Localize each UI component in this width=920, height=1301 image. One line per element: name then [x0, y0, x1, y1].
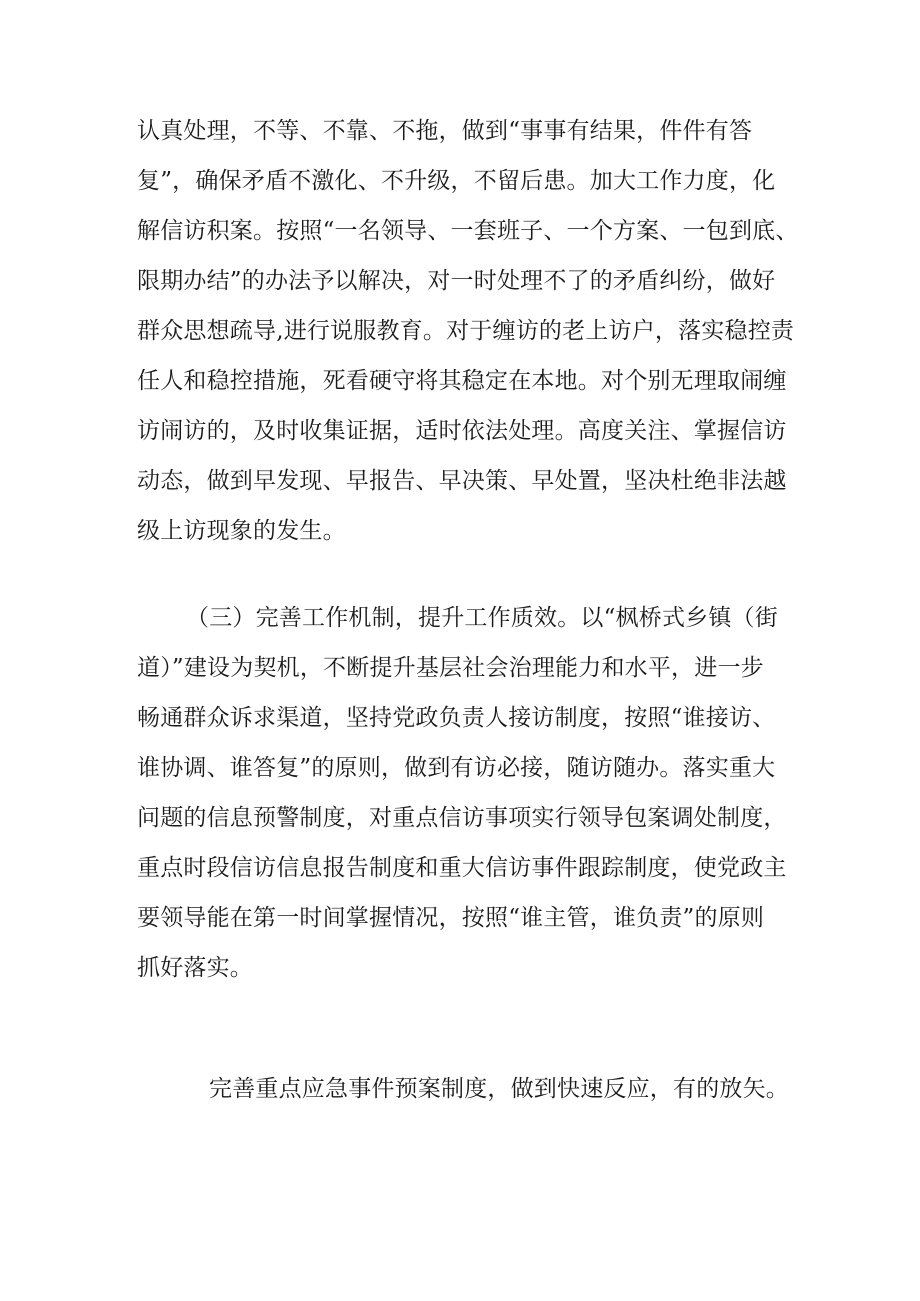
paragraph-1-line-4: 限期办结”的办法予以解决，对一时处理不了的矛盾纠纷，做好: [137, 268, 776, 294]
paragraph-1-line-1: 认真处理，不等、不靠、不拖，做到“事事有结果，件件有答: [137, 118, 753, 144]
paragraph-2-line-6: 重点时段信访信息报告制度和重大信访事件跟踪制度，使党政主: [137, 855, 787, 881]
paragraph-1-line-9: 级上访现象的发生。: [137, 518, 346, 544]
paragraph-1-line-3: 解信访积案。按照“一名领导、一套班子、一个方案、一包到底、: [137, 218, 799, 244]
paragraph-2-line-7: 要领导能在第一时间掌握情况，按照“谁主管，谁负责”的原则: [137, 905, 765, 931]
paragraph-2-line-4: 谁协调、谁答复”的原则，做到有访必接，随访随办。落实重大: [137, 755, 776, 781]
paragraph-1-line-8: 动态，做到早发现、早报告、早决策、早处置，坚决杜绝非法越: [137, 468, 787, 494]
paragraph-1-line-7: 访闹访的，及时收集证据，适时依法处理。高度关注、掌握信访: [137, 418, 787, 444]
paragraph-2-line-3: 畅通群众诉求渠道，坚持党政负责人接访制度，按照“谁接访、: [137, 705, 776, 731]
paragraph-2-line-5: 问题的信息预警制度，对重点信访事项实行领导包案调处制度，: [137, 805, 787, 831]
paragraph-2-line-1: （三）完善工作机制，提升工作质效。以“枫桥式乡镇（街: [186, 605, 778, 631]
paragraph-1-line-5: 群众思想疏导,进行说服教育。对于缠访的老上访户，落实稳控责: [137, 318, 795, 344]
paragraph-2-line-2: 道）”建设为契机，不断提升基层社会治理能力和水平，进一步: [137, 655, 764, 681]
paragraph-2-line-8: 抓好落实。: [137, 955, 253, 981]
paragraph-1-line-2: 复”，确保矛盾不激化、不升级，不留后患。加大工作力度，化: [137, 168, 776, 194]
paragraph-3-line-1: 完善重点应急事件预案制度，做到快速反应，有的放矢。: [209, 1076, 789, 1102]
paragraph-1-line-6: 任人和稳控措施，死看硬守将其稳定在本地。对个别无理取闹缠: [137, 368, 787, 394]
